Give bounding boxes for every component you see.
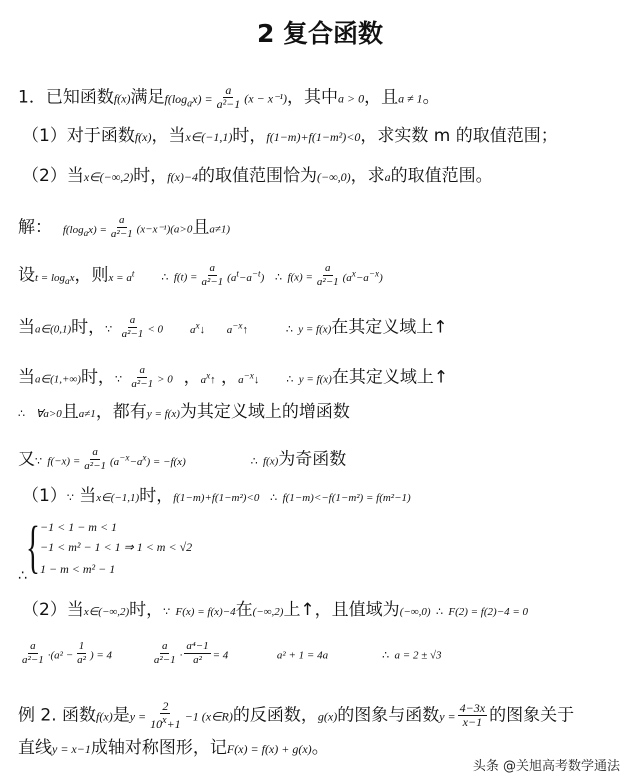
- system-row-2: −1 < m² − 1 < 1 ⇒ 1 < m < √2: [40, 540, 193, 554]
- system-brace-icon: {: [26, 514, 40, 579]
- solution-line-2: 设$t = \log_ax$，则$x = a^t$ ∴ f(t) = $\frac{a}{\text{a²−1}}$ $(a^t-a^{-t})$ ∴ f(x) = $\frac{a}{\text{a²−1}}$ $(a^x-a^{-x})$: [18, 262, 383, 288]
- solution-line-4: 当a∈(1,+∞)时，∵ $\frac{a}{\text{a²−1}}$ > 0 ，$a^x↑$ ，$a^{-x}↓$ ∴ y = f(x)在其定义域上↑: [18, 364, 449, 390]
- solution-part-2: （2）当x∈(−∞,2)时，∵ F(x) = f(x)−4在(−∞,2)上↑，且值域为(−∞,0) ∴ F(2) = f(2)−4 = 0: [22, 600, 529, 620]
- solution-line-5: ∴ ∀a>0且a≠1，都有y = f(x)为其定义域上的增函数: [18, 402, 350, 422]
- solution-line-1: 解： $f(\log_ax)$ = $\frac{a}{\text{a²−1}}$ (x−x⁻¹)(a>0且a≠1): [18, 214, 231, 240]
- therefore-icon: ∴: [18, 568, 27, 584]
- solution-line-6: 又∵ f(−x) = $\frac{a}{\text{a²−1}}$ $(a^{-x}-a^x) = -f(x)$ ∴ f(x)为奇函数: [18, 446, 347, 472]
- watermark: 头条 @关旭高考数学通法: [469, 754, 624, 775]
- solution-line-3: 当a∈(0,1)时，∵ $\frac{a}{\text{a²−1}}$ < 0 $a^x↓$ $a^{-x}↑$ ∴ y = f(x)在其定义域上↑: [18, 314, 448, 340]
- solution-final: $\frac{a}{\text{a²−1}}$ ·(a² − $\frac{1}{\text{a²}}$ ) = 4 $\frac{a}{\text{a²−1}}$ · $\frac{\text{a⁴−1}}{\text{a²}}$ = 4 a² + 1 = 4a ∴ a = 2 ± √3: [22, 640, 442, 666]
- example-2-line-1: 例 2. 函数f(x)是y = $\frac{2}{10^x+1}$ −1 (x∈R)的反函数，g(x)的图象与函数y = $\frac{4-3x}{x-1}$ 的图象关于: [18, 699, 575, 731]
- problem-1-header: 1．已知函数f(x)满足$f(\log_ax)$ = $\frac{a}{\text{a²−1}}$ (x − x⁻¹)，其中a > 0，且a ≠ 1。: [18, 83, 440, 111]
- page-title: 2 复合函数: [256, 19, 384, 48]
- system-row-3: 1 − m < m² − 1: [40, 562, 116, 576]
- problem-1-part-2: （2）当x∈(−∞,2)时，f(x)−4的取值范围恰为(−∞,0)，求a的取值范围。: [22, 166, 493, 186]
- solution-part-1: （1）∵ 当x∈(−1,1)时，f(1−m)+f(1−m²)<0 ∴ f(1−m)<−f(1−m²) = f(m²−1): [22, 486, 411, 506]
- example-2-line-2: 直线y = x−1成轴对称图形，记F(x) = f(x) + g(x)。: [18, 738, 329, 758]
- system-row-1: −1 < 1 − m < 1: [40, 520, 118, 534]
- problem-1-part-1: （1）对于函数f(x)，当x∈(−1,1)时，f(1−m)+f(1−m²)<0，求实数 m 的取值范围；: [22, 126, 558, 146]
